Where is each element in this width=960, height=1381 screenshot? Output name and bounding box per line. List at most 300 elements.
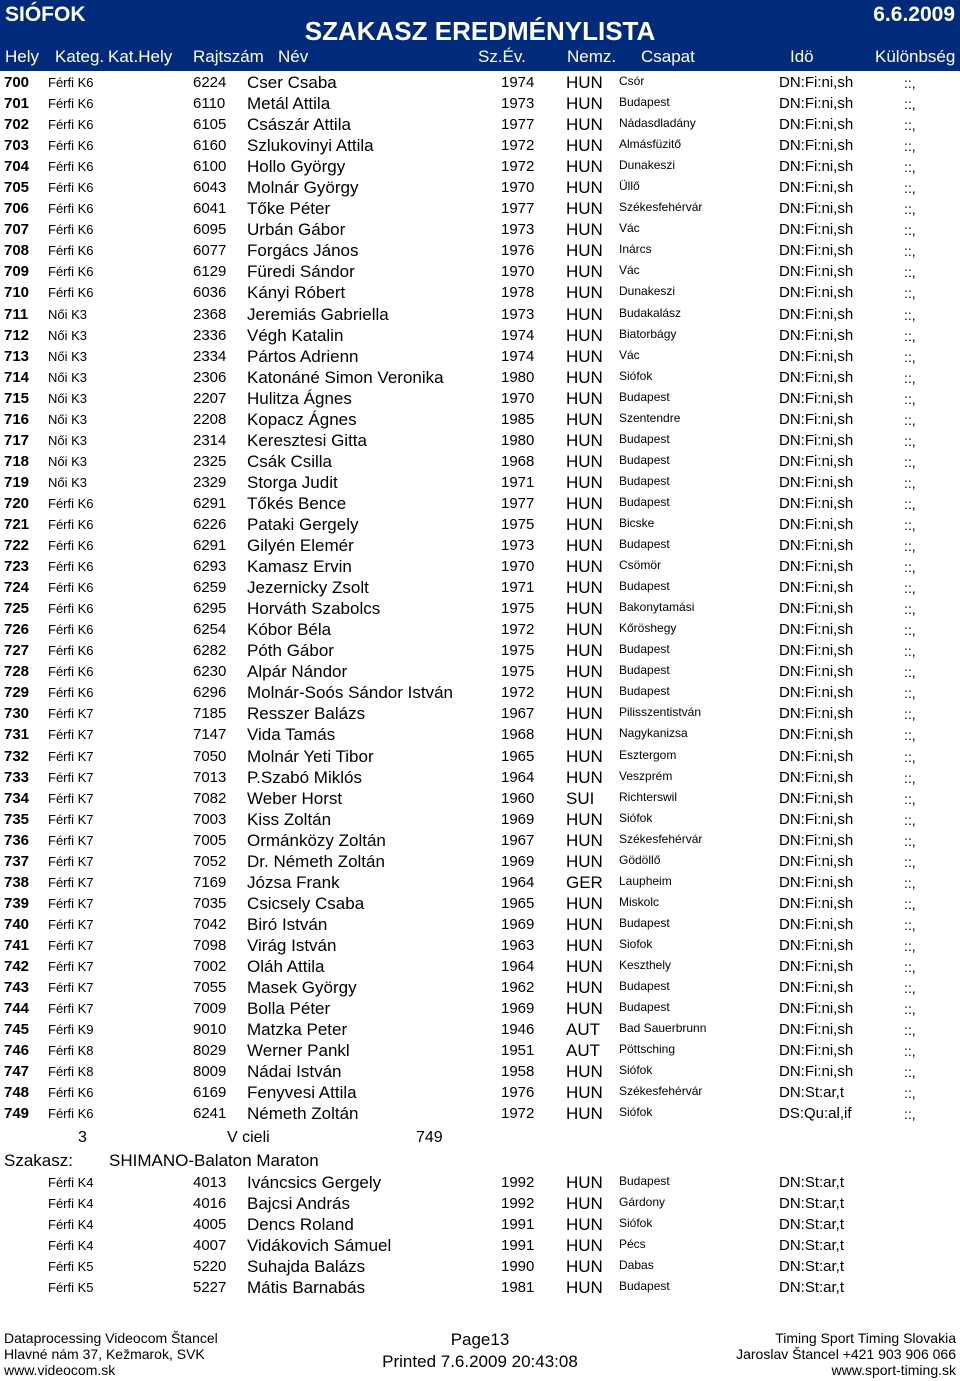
- cell-kategoria: Férfi K6: [48, 622, 94, 638]
- cell-ido: DN:Fi:ni,sh: [779, 810, 854, 828]
- cell-kategoria: Női K3: [48, 411, 88, 427]
- cell-csapat: Gárdony: [619, 1195, 666, 1210]
- cell-szuletesi-ev: 1977: [501, 494, 535, 512]
- cell-kulonbseg: ::,: [904, 1064, 916, 1081]
- cell-kulonbseg: ::,: [904, 790, 916, 807]
- cell-csapat: Budapest: [619, 389, 670, 404]
- summary-line: [0, 1127, 960, 1149]
- cell-rajtszam: 7050: [193, 747, 227, 765]
- cell-kategoria: Férfi K7: [48, 832, 94, 848]
- cell-rajtszam: 8029: [193, 1042, 227, 1060]
- table-row: [0, 556, 960, 577]
- col-header-hely: Hely: [5, 47, 40, 66]
- cell-szuletesi-ev: 1973: [501, 221, 535, 239]
- cell-kategoria: Férfi K6: [48, 222, 94, 238]
- cell-hely: 705: [4, 179, 30, 197]
- table-row: [0, 914, 960, 935]
- cell-kulonbseg: ::,: [904, 138, 916, 155]
- table-row: [0, 682, 960, 703]
- cell-rajtszam: 6293: [193, 558, 227, 576]
- cell-szuletesi-ev: 1977: [501, 116, 535, 134]
- table-row: [0, 367, 960, 388]
- cell-kategoria: Férfi K6: [48, 580, 94, 596]
- cell-rajtszam: 7042: [193, 915, 227, 933]
- cell-kategoria: Férfi K7: [48, 811, 94, 827]
- cell-hely: 711: [4, 305, 29, 323]
- cell-kategoria: Női K3: [48, 327, 88, 343]
- table-row: [0, 788, 960, 809]
- cell-ido: DN:St:ar,t: [779, 1174, 845, 1191]
- table-row: [0, 998, 960, 1019]
- cell-szuletesi-ev: 1976: [501, 242, 535, 260]
- cell-nev: Füredi Sándor: [247, 262, 355, 282]
- cell-nev: Jeremiás Gabriella: [247, 304, 389, 324]
- cell-szuletesi-ev: 1970: [501, 389, 535, 407]
- cell-hely: 748: [4, 1084, 30, 1102]
- cell-ido: DN:Fi:ni,sh: [779, 726, 854, 744]
- cell-ido: DN:Fi:ni,sh: [779, 747, 854, 765]
- table-row: [0, 156, 960, 177]
- cell-nemzetiseg: HUN: [566, 1194, 603, 1214]
- table-row: [0, 1172, 960, 1193]
- cell-csapat: Vác: [619, 347, 640, 362]
- cell-nemzetiseg: HUN: [566, 388, 603, 408]
- cell-hely: 713: [4, 347, 30, 365]
- cell-kategoria: Férfi K6: [48, 96, 94, 112]
- cell-nemzetiseg: GER: [566, 872, 603, 892]
- cell-csapat: Budapest: [619, 684, 670, 699]
- col-header-szev: Sz.Év.: [478, 47, 526, 66]
- table-row: [0, 703, 960, 724]
- cell-nev: Matzka Peter: [247, 1020, 348, 1040]
- footer-timing: Timing Sport Timing Slovakia: [775, 1330, 956, 1346]
- table-row: [0, 851, 960, 872]
- cell-hely: 701: [4, 95, 30, 113]
- cell-hely: 733: [4, 768, 30, 786]
- cell-szuletesi-ev: 1975: [501, 663, 535, 681]
- table-row: [0, 261, 960, 282]
- cell-csapat: Budapest: [619, 579, 670, 594]
- stage-results-table: [0, 1172, 960, 1298]
- cell-csapat: Üllő: [619, 179, 640, 194]
- cell-szuletesi-ev: 1970: [501, 179, 535, 197]
- table-row: [0, 661, 960, 682]
- cell-hely: 706: [4, 200, 30, 218]
- cell-hely: 747: [4, 1063, 30, 1081]
- cell-hely: 723: [4, 558, 30, 576]
- cell-nemzetiseg: HUN: [566, 536, 603, 556]
- cell-hely: 709: [4, 263, 30, 281]
- footer-company: Dataprocessing Videocom Štancel: [4, 1330, 218, 1346]
- event-location: SIÓFOK: [5, 3, 86, 26]
- cell-kulonbseg: ::,: [904, 474, 916, 491]
- table-row: [0, 198, 960, 219]
- table-row: [0, 809, 960, 830]
- cell-kulonbseg: ::,: [904, 706, 916, 723]
- cell-rajtszam: 5220: [193, 1258, 227, 1276]
- cell-nemzetiseg: HUN: [566, 704, 603, 724]
- footer-website-left: www.videocom.sk: [4, 1362, 116, 1378]
- cell-nemzetiseg: HUN: [566, 367, 603, 387]
- table-row: [0, 304, 960, 325]
- cell-hely: 729: [4, 684, 30, 702]
- cell-szuletesi-ev: 1992: [501, 1195, 535, 1213]
- cell-nemzetiseg: HUN: [566, 262, 603, 282]
- cell-csapat: Siofok: [619, 936, 653, 951]
- cell-nemzetiseg: HUN: [566, 999, 603, 1019]
- cell-ido: DN:Fi:ni,sh: [779, 389, 854, 407]
- cell-nev: Jezernicky Zsolt: [247, 578, 369, 598]
- table-row: [0, 430, 960, 451]
- cell-kategoria: Férfi K7: [48, 958, 94, 974]
- cell-nemzetiseg: HUN: [566, 641, 603, 661]
- table-row: [0, 1256, 960, 1277]
- cell-nev: Csicsely Csaba: [247, 893, 365, 913]
- cell-nemzetiseg: HUN: [566, 620, 603, 640]
- cell-kategoria: Férfi K7: [48, 937, 94, 953]
- cell-kategoria: Férfi K7: [48, 874, 94, 890]
- cell-kulonbseg: ::,: [904, 1043, 916, 1060]
- cell-nemzetiseg: HUN: [566, 325, 603, 345]
- cell-nemzetiseg: HUN: [566, 178, 603, 198]
- cell-szuletesi-ev: 1975: [501, 600, 535, 618]
- cell-nev: Cser Csaba: [247, 73, 337, 92]
- table-row: [0, 1277, 960, 1298]
- cell-csapat: Budapest: [619, 642, 670, 657]
- table-row: [0, 1019, 960, 1040]
- cell-nev: Iváncsics Gergely: [247, 1173, 382, 1192]
- cell-ido: DN:Fi:ni,sh: [779, 579, 854, 597]
- table-row: [0, 114, 960, 135]
- cell-kulonbseg: ::,: [904, 516, 916, 533]
- cell-nemzetiseg: HUN: [566, 1257, 603, 1277]
- cell-nemzetiseg: HUN: [566, 430, 603, 450]
- cell-ido: DN:Fi:ni,sh: [779, 1000, 854, 1018]
- cell-csapat: Budapest: [619, 979, 670, 994]
- table-row: [0, 724, 960, 745]
- cell-szuletesi-ev: 1974: [501, 347, 535, 365]
- cell-kategoria: Férfi K9: [48, 1022, 94, 1038]
- cell-szuletesi-ev: 1971: [501, 473, 535, 491]
- table-row: [0, 388, 960, 409]
- cell-csapat: Siófok: [619, 1063, 653, 1078]
- cell-ido: DN:Fi:ni,sh: [779, 558, 854, 576]
- page-footer: [0, 1328, 960, 1381]
- cell-nemzetiseg: SUI: [566, 788, 595, 808]
- cell-szuletesi-ev: 1973: [501, 537, 535, 555]
- cell-nev: Tőke Péter: [247, 199, 331, 219]
- cell-kulonbseg: ::,: [904, 643, 916, 660]
- cell-kategoria: Férfi K6: [48, 538, 94, 554]
- cell-ido: DN:Fi:ni,sh: [779, 431, 854, 449]
- cell-szuletesi-ev: 1964: [501, 768, 535, 786]
- cell-hely: 727: [4, 642, 30, 660]
- cell-hely: 708: [4, 242, 30, 260]
- cell-hely: 707: [4, 221, 30, 239]
- cell-csapat: Budapest: [619, 915, 670, 930]
- table-row: [0, 746, 960, 767]
- cell-csapat: Székesfehérvár: [619, 1084, 703, 1099]
- cell-nev: Németh Zoltán: [247, 1104, 359, 1124]
- cell-nev: Alpár Nándor: [247, 662, 348, 682]
- cell-rajtszam: 6259: [193, 579, 227, 597]
- cell-rajtszam: 2325: [193, 452, 227, 470]
- table-row: [0, 1103, 960, 1124]
- cell-szuletesi-ev: 1977: [501, 200, 535, 218]
- cell-rajtszam: 6254: [193, 621, 227, 639]
- cell-nemzetiseg: HUN: [566, 683, 603, 703]
- cell-kulonbseg: ::,: [904, 980, 916, 997]
- cell-nev: Ormánközy Zoltán: [247, 830, 386, 850]
- cell-nev: Hulitza Ágnes: [247, 388, 352, 408]
- cell-nemzetiseg: HUN: [566, 73, 603, 92]
- table-row: [0, 640, 960, 661]
- cell-nev: Vidákovich Sámuel: [247, 1236, 392, 1256]
- cell-kategoria: Férfi K7: [48, 1001, 94, 1017]
- cell-hely: 737: [4, 852, 30, 870]
- col-header-rajtszam: Rajtszám: [193, 47, 264, 66]
- cell-kulonbseg: ::,: [904, 1106, 916, 1123]
- cell-szuletesi-ev: 1969: [501, 810, 535, 828]
- cell-hely: 714: [4, 368, 30, 386]
- cell-ido: DN:Fi:ni,sh: [779, 663, 854, 681]
- cell-kategoria: Férfi K4: [48, 1217, 94, 1233]
- cell-hely: 724: [4, 579, 30, 597]
- cell-szuletesi-ev: 1974: [501, 74, 535, 91]
- cell-kulonbseg: ::,: [904, 664, 916, 681]
- cell-kategoria: Női K3: [48, 390, 88, 406]
- cell-szuletesi-ev: 1968: [501, 452, 535, 470]
- cell-kategoria: Női K3: [48, 432, 88, 448]
- cell-szuletesi-ev: 1975: [501, 515, 535, 533]
- cell-rajtszam: 6105: [193, 116, 227, 134]
- cell-nemzetiseg: HUN: [566, 199, 603, 219]
- cell-kategoria: Férfi K6: [48, 559, 94, 575]
- cell-csapat: Esztergom: [619, 747, 677, 762]
- cell-szuletesi-ev: 1991: [501, 1237, 535, 1255]
- cell-nemzetiseg: HUN: [566, 725, 603, 745]
- cell-kategoria: Női K3: [48, 474, 88, 490]
- cell-nev: Keresztesi Gitta: [247, 430, 367, 450]
- cell-nev: Kamasz Ervin: [247, 557, 352, 577]
- cell-hely: 726: [4, 621, 30, 639]
- cell-szuletesi-ev: 1962: [501, 979, 535, 997]
- cell-hely: 732: [4, 747, 30, 765]
- cell-nemzetiseg: HUN: [566, 662, 603, 682]
- cell-csapat: Pécs: [619, 1237, 646, 1252]
- cell-kategoria: Férfi K8: [48, 1064, 94, 1080]
- cell-kategoria: Férfi K6: [48, 138, 94, 154]
- table-row: [0, 535, 960, 556]
- cell-csapat: Csömör: [619, 558, 662, 573]
- cell-szuletesi-ev: 1967: [501, 831, 535, 849]
- cell-rajtszam: 2336: [193, 326, 227, 344]
- cell-kulonbseg: ::,: [904, 1001, 916, 1018]
- cell-kulonbseg: ::,: [904, 411, 916, 428]
- cell-nemzetiseg: HUN: [566, 767, 603, 787]
- cell-nev: Végh Katalin: [247, 325, 344, 345]
- cell-rajtszam: 7009: [193, 1000, 227, 1018]
- cell-csapat: Bicske: [619, 515, 655, 530]
- footer-contact: Jaroslav Štancel +421 903 906 066: [736, 1346, 956, 1362]
- col-header-csapat: Csapat: [641, 47, 695, 66]
- cell-rajtszam: 7005: [193, 831, 227, 849]
- cell-nemzetiseg: HUN: [566, 935, 603, 955]
- cell-kulonbseg: ::,: [904, 874, 916, 891]
- cell-nev: Molnár Yeti Tibor: [247, 746, 374, 766]
- cell-ido: DN:Fi:ni,sh: [779, 368, 854, 386]
- table-row: [0, 409, 960, 430]
- cell-ido: DN:Fi:ni,sh: [779, 768, 854, 786]
- cell-nemzetiseg: HUN: [566, 599, 603, 619]
- cell-kategoria: Férfi K6: [48, 685, 94, 701]
- cell-csapat: Dabas: [619, 1258, 654, 1273]
- cell-kategoria: Női K3: [48, 348, 88, 364]
- table-row: [0, 493, 960, 514]
- cell-szuletesi-ev: 1964: [501, 957, 535, 975]
- col-header-ido: Idö: [790, 47, 814, 66]
- cell-kulonbseg: ::,: [904, 769, 916, 786]
- cell-szuletesi-ev: 1978: [501, 284, 535, 302]
- cell-ido: DN:Fi:ni,sh: [779, 915, 854, 933]
- cell-kategoria: Férfi K7: [48, 748, 94, 764]
- cell-rajtszam: 2207: [193, 389, 227, 407]
- cell-nev: Fenyvesi Attila: [247, 1083, 357, 1103]
- cell-nev: Virág István: [247, 935, 337, 955]
- cell-csapat: Székesfehérvár: [619, 200, 703, 215]
- cell-nev: Biró István: [247, 914, 328, 934]
- cell-rajtszam: 7169: [193, 873, 227, 891]
- cell-nemzetiseg: HUN: [566, 409, 603, 429]
- cell-kategoria: Férfi K7: [48, 706, 94, 722]
- cell-szuletesi-ev: 1970: [501, 263, 535, 281]
- cell-csapat: Budapest: [619, 431, 670, 446]
- cell-kategoria: Férfi K4: [48, 1196, 94, 1212]
- table-row: [0, 1040, 960, 1061]
- cell-szuletesi-ev: 1973: [501, 95, 535, 113]
- cell-kulonbseg: ::,: [904, 559, 916, 576]
- cell-hely: 700: [4, 74, 30, 91]
- table-row: [0, 767, 960, 788]
- cell-kulonbseg: ::,: [904, 285, 916, 302]
- cell-nemzetiseg: HUN: [566, 809, 603, 829]
- cell-rajtszam: 6077: [193, 242, 227, 260]
- cell-nemzetiseg: HUN: [566, 914, 603, 934]
- cell-rajtszam: 2306: [193, 368, 227, 386]
- cell-ido: DN:Fi:ni,sh: [779, 95, 854, 113]
- cell-hely: 720: [4, 494, 30, 512]
- cell-rajtszam: 4016: [193, 1195, 227, 1213]
- cell-ido: DN:Fi:ni,sh: [779, 1042, 854, 1060]
- cell-kulonbseg: ::,: [904, 306, 916, 323]
- cell-nev: Suhajda Balázs: [247, 1257, 366, 1277]
- cell-szuletesi-ev: 1985: [501, 410, 535, 428]
- cell-hely: 739: [4, 894, 30, 912]
- cell-szuletesi-ev: 1965: [501, 747, 535, 765]
- cell-szuletesi-ev: 1980: [501, 431, 535, 449]
- cell-rajtszam: 6110: [193, 95, 226, 113]
- cell-hely: 746: [4, 1042, 30, 1060]
- cell-rajtszam: 5227: [193, 1279, 227, 1297]
- cell-hely: 742: [4, 957, 30, 975]
- cell-kulonbseg: ::,: [904, 432, 916, 449]
- cell-nev: Császár Attila: [247, 115, 351, 135]
- cell-ido: DN:Fi:ni,sh: [779, 494, 854, 512]
- cell-csapat: Kőröshegy: [619, 621, 677, 636]
- cell-csapat: Székesfehérvár: [619, 831, 703, 846]
- cell-ido: DN:Fi:ni,sh: [779, 600, 854, 618]
- cell-nemzetiseg: HUN: [566, 746, 603, 766]
- cell-hely: 743: [4, 979, 30, 997]
- cell-kategoria: Férfi K6: [48, 75, 94, 90]
- cell-csapat: Budakalász: [619, 305, 682, 320]
- cell-rajtszam: 4007: [193, 1237, 227, 1255]
- cell-ido: DN:Fi:ni,sh: [779, 221, 854, 239]
- cell-szuletesi-ev: 1972: [501, 158, 535, 176]
- cell-csapat: Bad Sauerbrunn: [619, 1021, 707, 1036]
- cell-rajtszam: 2208: [193, 410, 227, 428]
- cell-nev: Pártos Adrienn: [247, 346, 359, 366]
- cell-nemzetiseg: HUN: [566, 157, 603, 177]
- cell-szuletesi-ev: 1963: [501, 936, 535, 954]
- cell-rajtszam: 6043: [193, 179, 227, 197]
- cell-rajtszam: 6291: [193, 537, 227, 555]
- cell-hely: 728: [4, 663, 30, 681]
- cell-csapat: Veszprém: [619, 768, 673, 783]
- cell-rajtszam: 6291: [193, 494, 227, 512]
- cell-kategoria: Férfi K7: [48, 727, 94, 743]
- cell-kategoria: Férfi K6: [48, 664, 94, 680]
- cell-ido: DN:Fi:ni,sh: [779, 621, 854, 639]
- cell-kulonbseg: ::,: [904, 538, 916, 555]
- cell-hely: 738: [4, 873, 30, 891]
- cell-ido: DN:Fi:ni,sh: [779, 873, 854, 891]
- cell-hely: 715: [4, 389, 30, 407]
- col-header-kulonbseg: Különbség: [875, 47, 956, 66]
- cell-szuletesi-ev: 1990: [501, 1258, 535, 1276]
- cell-szuletesi-ev: 1965: [501, 894, 535, 912]
- cell-ido: DN:Fi:ni,sh: [779, 1021, 854, 1039]
- cell-nev: Mátis Barnabás: [247, 1278, 366, 1298]
- cell-kulonbseg: ::,: [904, 622, 916, 639]
- table-row: [0, 1214, 960, 1235]
- page-title: SZAKASZ EREDMÉNYLISTA: [304, 16, 656, 46]
- cell-szuletesi-ev: 1973: [501, 305, 535, 323]
- cell-nev: Pataki Gergely: [247, 514, 359, 534]
- cell-kulonbseg: ::,: [904, 180, 916, 197]
- cell-nev: Storga Judit: [247, 472, 338, 492]
- cell-hely: 744: [4, 1000, 30, 1018]
- cell-rajtszam: 7052: [193, 852, 227, 870]
- cell-csapat: Budapest: [619, 1279, 670, 1294]
- cell-csapat: Almásfüzitő: [619, 137, 682, 152]
- cell-nev: Csák Csilla: [247, 451, 333, 471]
- cell-nev: Resszer Balázs: [247, 704, 366, 724]
- table-row: [0, 325, 960, 346]
- cell-csapat: Siófok: [619, 810, 653, 825]
- cell-nemzetiseg: HUN: [566, 1236, 603, 1256]
- cell-csapat: Budapest: [619, 494, 670, 509]
- cell-hely: 704: [4, 158, 30, 176]
- cell-rajtszam: 6129: [193, 263, 227, 281]
- cell-ido: DN:Fi:ni,sh: [779, 957, 854, 975]
- cell-ido: DN:St:ar,t: [779, 1237, 845, 1255]
- table-row: [0, 1082, 960, 1103]
- cell-szuletesi-ev: 1969: [501, 1000, 535, 1018]
- cell-szuletesi-ev: 1972: [501, 621, 535, 639]
- cell-kategoria: Férfi K6: [48, 1106, 94, 1122]
- cell-kulonbseg: ::,: [904, 96, 916, 113]
